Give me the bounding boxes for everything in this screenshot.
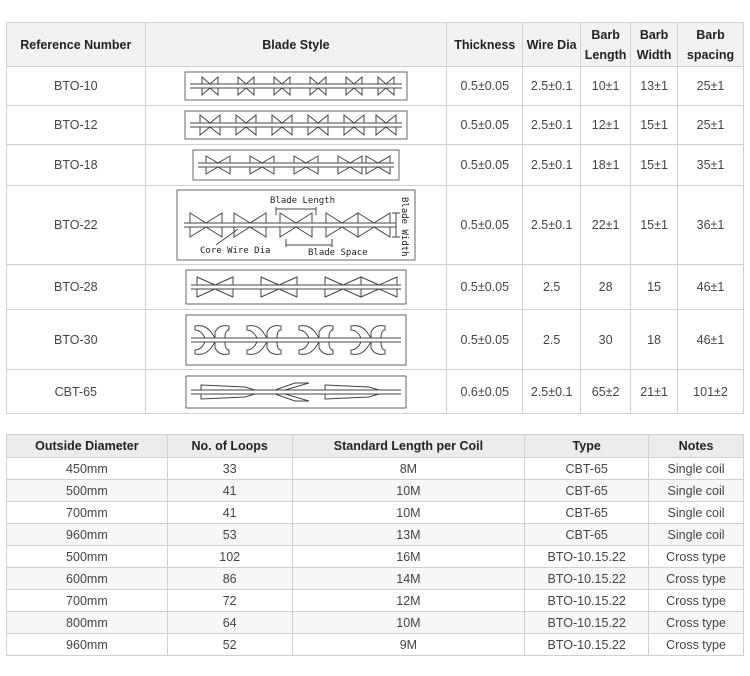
coil-diameter-cell: 960mm bbox=[7, 524, 168, 546]
coil-notes-cell: Cross type bbox=[649, 568, 744, 590]
blade-diagram-bto-28 bbox=[185, 269, 407, 305]
barb-spacing-cell: 36±1 bbox=[678, 186, 744, 265]
wire-dia-cell: 2.5±0.1 bbox=[523, 370, 581, 414]
barb-spacing-cell: 35±1 bbox=[678, 145, 744, 186]
thickness-cell: 0.5±0.05 bbox=[447, 145, 523, 186]
header-wire-dia: Wire Dia bbox=[523, 23, 581, 67]
blade-diagram-cbt-65 bbox=[185, 375, 407, 409]
header-no-of-loops: No. of Loops bbox=[167, 435, 292, 458]
spec-header-row bbox=[7, 23, 744, 67]
coil-type-cell: BTO-10.15.22 bbox=[525, 590, 649, 612]
coil-notes-cell: Cross type bbox=[649, 590, 744, 612]
spec-row bbox=[7, 265, 744, 310]
blade-style-cell bbox=[145, 310, 447, 370]
barb-length-cell: 65±2 bbox=[581, 370, 631, 414]
wire-dia-cell: 2.5 bbox=[523, 310, 581, 370]
barb-length-cell: 28 bbox=[581, 265, 631, 310]
coil-notes-cell: Cross type bbox=[649, 634, 744, 656]
label-blade-space: Blade Space bbox=[307, 248, 368, 258]
coil-spec-table bbox=[6, 434, 744, 656]
barb-spacing-cell: 101±2 bbox=[678, 370, 744, 414]
coil-loops-cell: 41 bbox=[167, 502, 292, 524]
reference-cell: CBT-65 bbox=[7, 370, 146, 414]
spec-row bbox=[7, 106, 744, 145]
reference-cell: BTO-18 bbox=[7, 145, 146, 186]
coil-row bbox=[7, 612, 744, 634]
reference-cell: BTO-10 bbox=[7, 67, 146, 106]
header-standard-length: Standard Length per Coil bbox=[292, 435, 525, 458]
wire-dia-cell: 2.5±0.1 bbox=[523, 186, 581, 265]
header-type: Type bbox=[525, 435, 649, 458]
coil-row bbox=[7, 458, 744, 480]
spec-row bbox=[7, 145, 744, 186]
coil-row bbox=[7, 524, 744, 546]
header-notes: Notes bbox=[649, 435, 744, 458]
barb-length-cell: 30 bbox=[581, 310, 631, 370]
coil-length-cell: 10M bbox=[292, 612, 525, 634]
coil-row bbox=[7, 634, 744, 656]
blade-spec-table bbox=[6, 22, 744, 414]
coil-loops-cell: 64 bbox=[167, 612, 292, 634]
coil-diameter-cell: 500mm bbox=[7, 546, 168, 568]
coil-row bbox=[7, 480, 744, 502]
blade-diagram-bto-22 bbox=[176, 189, 416, 261]
barb-width-cell: 18 bbox=[631, 310, 678, 370]
barb-width-cell: 15±1 bbox=[631, 145, 678, 186]
blade-style-cell bbox=[145, 265, 447, 310]
thickness-cell: 0.5±0.05 bbox=[447, 310, 523, 370]
coil-diameter-cell: 700mm bbox=[7, 502, 168, 524]
coil-type-cell: CBT-65 bbox=[525, 458, 649, 480]
coil-length-cell: 12M bbox=[292, 590, 525, 612]
barb-length-cell: 10±1 bbox=[581, 67, 631, 106]
label-blade-width: Blade Width bbox=[398, 197, 409, 257]
coil-notes-cell: Single coil bbox=[649, 524, 744, 546]
coil-diameter-cell: 450mm bbox=[7, 458, 168, 480]
header-thickness: Thickness bbox=[447, 23, 523, 67]
coil-loops-cell: 53 bbox=[167, 524, 292, 546]
barb-spacing-cell: 46±1 bbox=[678, 310, 744, 370]
barb-width-cell: 15±1 bbox=[631, 186, 678, 265]
coil-length-cell: 16M bbox=[292, 546, 525, 568]
blade-style-cell bbox=[145, 186, 447, 265]
coil-loops-cell: 33 bbox=[167, 458, 292, 480]
coil-length-cell: 10M bbox=[292, 502, 525, 524]
coil-notes-cell: Single coil bbox=[649, 502, 744, 524]
coil-length-cell: 10M bbox=[292, 480, 525, 502]
barb-length-cell: 22±1 bbox=[581, 186, 631, 265]
coil-row bbox=[7, 546, 744, 568]
coil-loops-cell: 86 bbox=[167, 568, 292, 590]
blade-diagram-bto-10 bbox=[184, 71, 408, 101]
coil-type-cell: CBT-65 bbox=[525, 480, 649, 502]
wire-dia-cell: 2.5±0.1 bbox=[523, 67, 581, 106]
spec-row bbox=[7, 67, 744, 106]
barb-length-cell: 18±1 bbox=[581, 145, 631, 186]
coil-length-cell: 14M bbox=[292, 568, 525, 590]
blade-style-cell bbox=[145, 67, 447, 106]
coil-loops-cell: 52 bbox=[167, 634, 292, 656]
coil-row bbox=[7, 502, 744, 524]
blade-style-cell bbox=[145, 370, 447, 414]
blade-diagram-bto-30 bbox=[185, 314, 407, 366]
barb-width-cell: 15±1 bbox=[631, 106, 678, 145]
wire-dia-cell: 2.5±0.1 bbox=[523, 145, 581, 186]
header-barb-width: Barb Width bbox=[631, 23, 678, 67]
coil-notes-cell: Cross type bbox=[649, 612, 744, 634]
coil-loops-cell: 41 bbox=[167, 480, 292, 502]
wire-dia-cell: 2.5 bbox=[523, 265, 581, 310]
header-outside-diameter: Outside Diameter bbox=[7, 435, 168, 458]
barb-width-cell: 21±1 bbox=[631, 370, 678, 414]
thickness-cell: 0.5±0.05 bbox=[447, 265, 523, 310]
coil-length-cell: 13M bbox=[292, 524, 525, 546]
thickness-cell: 0.5±0.05 bbox=[447, 106, 523, 145]
barb-width-cell: 13±1 bbox=[631, 67, 678, 106]
blade-style-cell bbox=[145, 106, 447, 145]
reference-cell: BTO-28 bbox=[7, 265, 146, 310]
coil-diameter-cell: 960mm bbox=[7, 634, 168, 656]
header-blade-style: Blade Style bbox=[145, 23, 447, 67]
header-reference-number: Reference Number bbox=[7, 23, 146, 67]
header-barb-length: Barb Length bbox=[581, 23, 631, 67]
coil-diameter-cell: 700mm bbox=[7, 590, 168, 612]
spec-row bbox=[7, 310, 744, 370]
coil-type-cell: BTO-10.15.22 bbox=[525, 634, 649, 656]
barb-width-cell: 15 bbox=[631, 265, 678, 310]
blade-diagram-bto-18 bbox=[192, 149, 400, 181]
coil-row bbox=[7, 590, 744, 612]
coil-diameter-cell: 500mm bbox=[7, 480, 168, 502]
label-core-wire-dia: Core Wire Dia bbox=[199, 246, 271, 256]
spec-row bbox=[7, 186, 744, 265]
coil-notes-cell: Cross type bbox=[649, 546, 744, 568]
coil-type-cell: BTO-10.15.22 bbox=[525, 612, 649, 634]
blade-diagram-bto-12 bbox=[184, 110, 408, 140]
thickness-cell: 0.5±0.05 bbox=[447, 67, 523, 106]
barb-length-cell: 12±1 bbox=[581, 106, 631, 145]
barb-spacing-cell: 25±1 bbox=[678, 67, 744, 106]
reference-cell: BTO-30 bbox=[7, 310, 146, 370]
wire-dia-cell: 2.5±0.1 bbox=[523, 106, 581, 145]
coil-notes-cell: Single coil bbox=[649, 458, 744, 480]
thickness-cell: 0.6±0.05 bbox=[447, 370, 523, 414]
coil-length-cell: 9M bbox=[292, 634, 525, 656]
barb-spacing-cell: 25±1 bbox=[678, 106, 744, 145]
coil-loops-cell: 102 bbox=[167, 546, 292, 568]
thickness-cell: 0.5±0.05 bbox=[447, 186, 523, 265]
header-barb-spacing: Barb spacing bbox=[678, 23, 744, 67]
coil-row bbox=[7, 568, 744, 590]
coil-diameter-cell: 800mm bbox=[7, 612, 168, 634]
barb-spacing-cell: 46±1 bbox=[678, 265, 744, 310]
coil-type-cell: BTO-10.15.22 bbox=[525, 546, 649, 568]
coil-loops-cell: 72 bbox=[167, 590, 292, 612]
coil-type-cell: BTO-10.15.22 bbox=[525, 568, 649, 590]
spec-row bbox=[7, 370, 744, 414]
reference-cell: BTO-12 bbox=[7, 106, 146, 145]
coil-length-cell: 8M bbox=[292, 458, 525, 480]
coil-type-cell: CBT-65 bbox=[525, 502, 649, 524]
coil-header-row bbox=[7, 435, 744, 458]
coil-type-cell: CBT-65 bbox=[525, 524, 649, 546]
coil-notes-cell: Single coil bbox=[649, 480, 744, 502]
coil-diameter-cell: 600mm bbox=[7, 568, 168, 590]
label-blade-length: Blade Length bbox=[269, 196, 335, 206]
reference-cell: BTO-22 bbox=[7, 186, 146, 265]
blade-style-cell bbox=[145, 145, 447, 186]
